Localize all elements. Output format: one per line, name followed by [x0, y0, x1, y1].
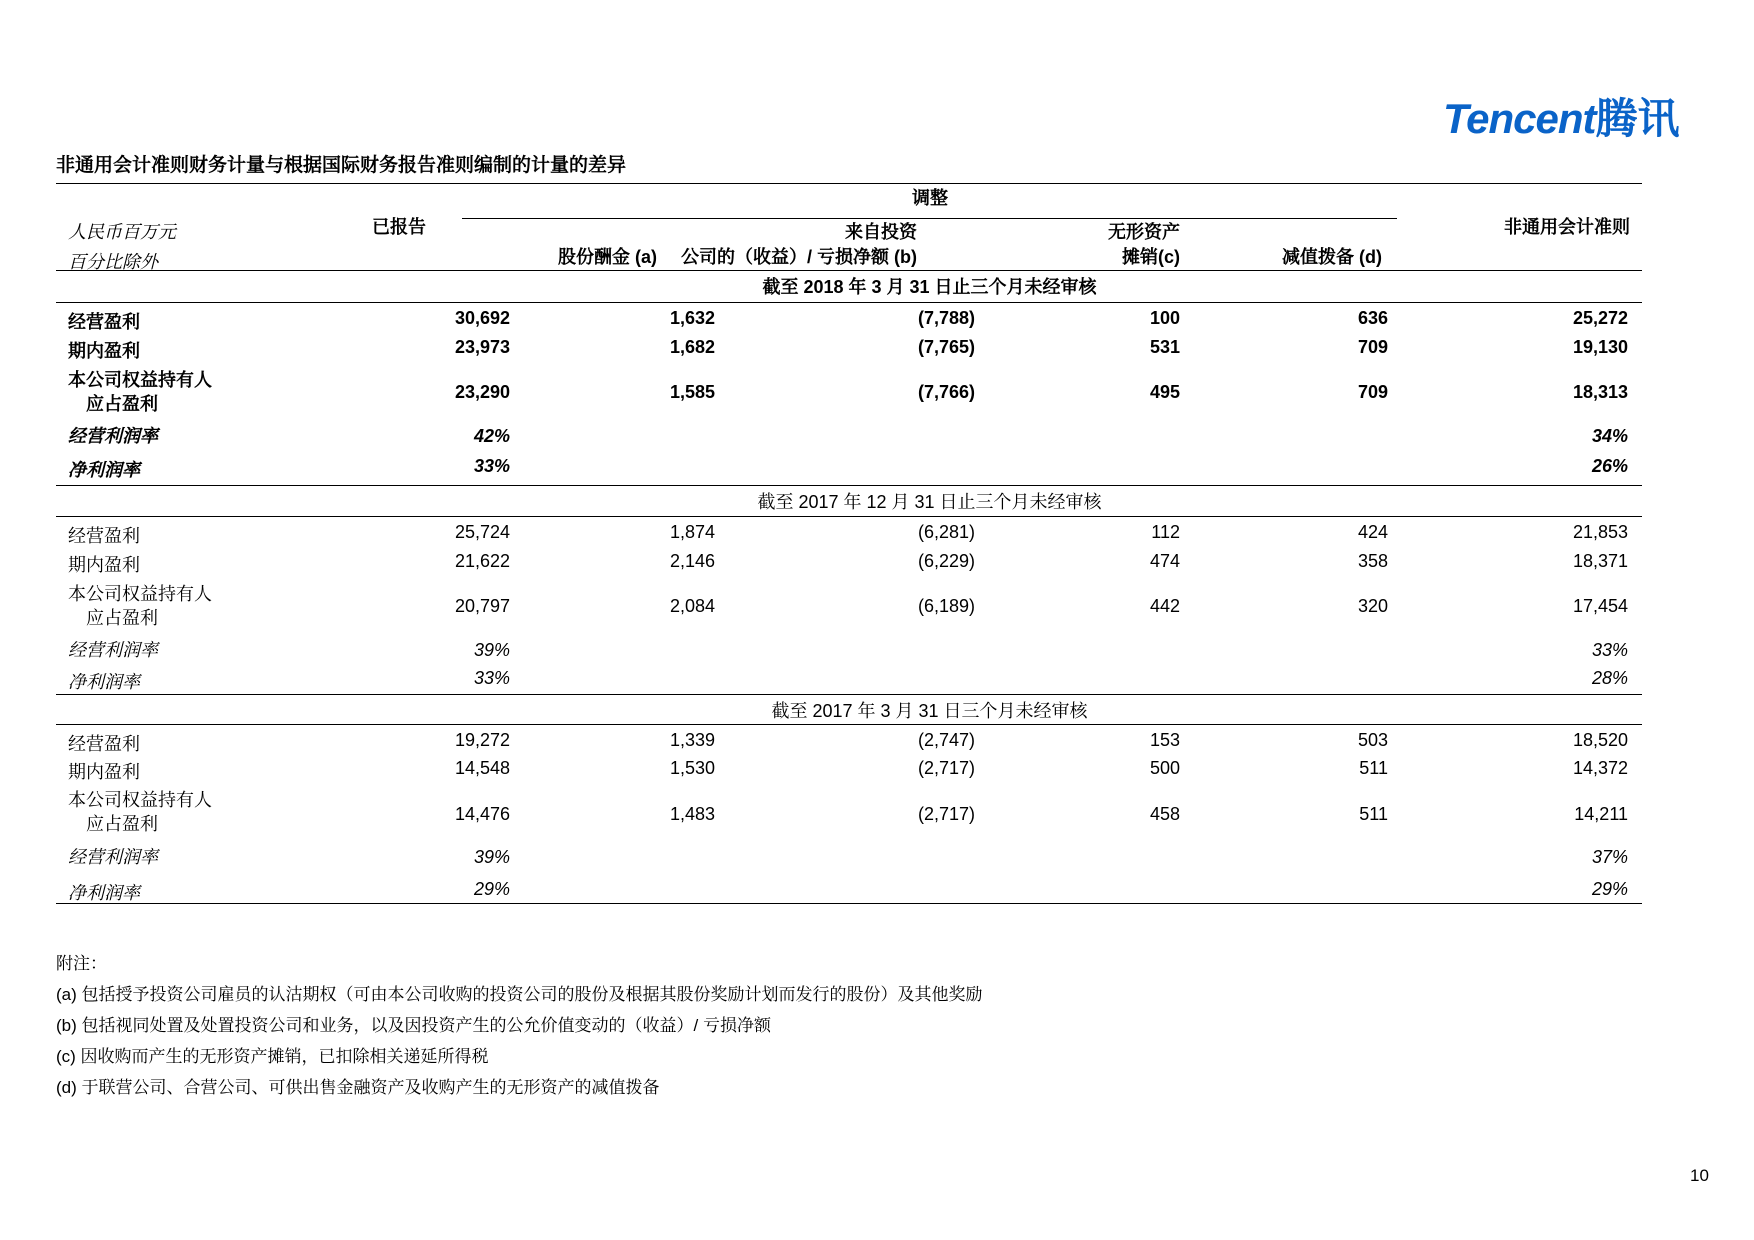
row-label: 本公司权益持有人 [68, 584, 212, 604]
header-col-d: 减值拨备 (d) [1282, 247, 1382, 267]
table-row [58, 578, 1640, 630]
adjustments-rule [462, 218, 1397, 219]
table-top-rule [56, 183, 1642, 184]
row-label: 本公司权益持有人 [68, 370, 212, 390]
table-row [58, 666, 1640, 692]
cell-reported: 19,272 [454, 730, 510, 750]
cell-share-based: 1,682 [669, 337, 715, 357]
cell-impairment: 320 [1357, 596, 1388, 616]
header-col-a: 股份酬金 (a) [558, 247, 657, 267]
cell-intangible: 153 [1149, 730, 1180, 750]
cell-reported: 39% [473, 640, 510, 660]
footnotes-heading: 附注： [56, 954, 107, 973]
cell-share-based: 2,084 [669, 596, 715, 616]
row-label: 经营盈利 [68, 734, 140, 754]
section-end-rule-2 [56, 694, 1642, 695]
cell-share-based: 2,146 [669, 551, 715, 571]
cell-reported: 42% [473, 426, 510, 446]
table-row [58, 364, 1640, 416]
header-unit-line2: 百分比除外 [68, 252, 158, 272]
cell-reported: 23,973 [454, 337, 510, 357]
cell-share-based: 1,483 [669, 804, 715, 824]
table-row [58, 756, 1640, 782]
header-bottom-rule [56, 270, 1642, 271]
row-label-cont: 应占盈利 [86, 608, 158, 628]
cell-non-ifrs: 18,371 [1572, 551, 1628, 571]
table-row [58, 454, 1640, 480]
tencent-logo [1443, 86, 1679, 146]
cell-impairment: 511 [1359, 804, 1388, 824]
row-label-cont: 应占盈利 [86, 394, 158, 414]
cell-reported: 33% [473, 668, 510, 688]
row-label: 本公司权益持有人 [68, 790, 212, 810]
cell-investee: (6,229) [917, 551, 975, 571]
cell-intangible: 100 [1149, 308, 1180, 328]
table-row [58, 335, 1640, 361]
header-adjustments: 调整 [912, 188, 948, 208]
cell-non-ifrs: 29% [1591, 879, 1628, 899]
cell-reported: 14,476 [454, 804, 510, 824]
page-number: 10 [1690, 1166, 1709, 1185]
footnote-c: (c) 因收购而产生的无形资产摊销，已扣除相关递延所得税 [56, 1047, 489, 1066]
cell-investee: (2,747) [917, 730, 975, 750]
cell-non-ifrs: 19,130 [1572, 337, 1628, 357]
cell-non-ifrs: 17,454 [1572, 596, 1628, 616]
cell-reported: 14,548 [454, 758, 510, 778]
header-col-b-line2: 公司的（收益）/ 亏损净额 (b) [681, 247, 917, 267]
header-non-ifrs: 非通用会计准则 [1504, 217, 1630, 237]
section-period-2: 截至 2017 年 12 月 31 日止三个月未经审核 [757, 492, 1102, 512]
section-rule-3 [56, 724, 1642, 725]
row-label: 经营利润率 [68, 847, 158, 867]
row-label: 经营利润率 [68, 426, 158, 446]
section-period-1: 截至 2018 年 3 月 31 日止三个月未经审核 [762, 277, 1097, 297]
row-label-cont: 应占盈利 [86, 814, 158, 834]
table-row [58, 728, 1640, 754]
cell-impairment: 511 [1359, 758, 1388, 778]
row-label: 经营利润率 [68, 640, 158, 660]
cell-intangible: 458 [1149, 804, 1180, 824]
cell-intangible: 442 [1149, 596, 1180, 616]
row-label: 期内盈利 [68, 341, 140, 361]
table-row [58, 784, 1640, 836]
table-row [58, 841, 1640, 867]
cell-non-ifrs: 14,211 [1574, 804, 1628, 824]
cell-investee: (6,281) [917, 522, 975, 542]
table-row [58, 306, 1640, 332]
cell-investee: (2,717) [917, 804, 975, 824]
cell-reported: 21,622 [454, 551, 510, 571]
section-rule-1 [56, 302, 1642, 303]
cell-intangible: 531 [1149, 337, 1180, 357]
footnote-a: (a) 包括授予投资公司雇员的认沽期权（可由本公司收购的投资公司的股份及根据其股份奖励计划而发行的股份）及其他奖励 [56, 985, 983, 1004]
cell-intangible: 474 [1149, 551, 1180, 571]
cell-non-ifrs: 21,853 [1572, 522, 1628, 542]
table-row [58, 549, 1640, 575]
row-label: 净利润率 [68, 883, 140, 903]
cell-reported: 23,290 [454, 382, 510, 402]
cell-intangible: 500 [1149, 758, 1180, 778]
cell-reported: 39% [473, 847, 510, 867]
cell-share-based: 1,585 [669, 382, 715, 402]
header-col-c-line1: 无形资产 [1108, 222, 1180, 242]
cell-investee: (7,765) [917, 337, 975, 357]
cell-reported: 20,797 [454, 596, 510, 616]
cell-reported: 33% [473, 456, 510, 476]
cell-non-ifrs: 34% [1591, 426, 1628, 446]
cell-non-ifrs: 33% [1591, 640, 1628, 660]
logo-en: Tencent [1443, 95, 1596, 142]
logo-cn: 腾讯 [1595, 95, 1680, 142]
row-label: 经营盈利 [68, 312, 140, 332]
header-col-b-line1: 来自投资 [845, 222, 917, 242]
header-col-c-line2: 摊销(c) [1122, 247, 1180, 267]
cell-reported: 25,724 [454, 522, 510, 542]
cell-share-based: 1,632 [669, 308, 715, 328]
footnote-d: (d) 于联营公司、合营公司、可供出售金融资产及收购产生的无形资产的减值拨备 [56, 1078, 660, 1097]
section-rule-2 [56, 516, 1642, 517]
section-period-3: 截至 2017 年 3 月 31 日三个月未经审核 [771, 701, 1088, 721]
cell-reported: 30,692 [454, 308, 510, 328]
cell-non-ifrs: 18,313 [1572, 382, 1628, 402]
cell-intangible: 112 [1151, 522, 1180, 542]
cell-share-based: 1,339 [669, 730, 715, 750]
footnote-b: (b) 包括视同处置及处置投资公司和业务，以及因投资产生的公允价值变动的（收益）/ 亏损净额 [56, 1016, 771, 1035]
table-bottom-rule [56, 903, 1642, 904]
row-label: 净利润率 [68, 672, 140, 692]
header-reported: 已报告 [372, 217, 426, 237]
table-row [58, 634, 1640, 660]
cell-investee: (7,766) [917, 382, 975, 402]
table-row [58, 520, 1640, 546]
cell-investee: (2,717) [917, 758, 975, 778]
cell-reported: 29% [473, 879, 510, 899]
row-label: 经营盈利 [68, 526, 140, 546]
row-label: 期内盈利 [68, 555, 140, 575]
row-label: 期内盈利 [68, 762, 140, 782]
cell-impairment: 709 [1357, 337, 1388, 357]
cell-impairment: 503 [1357, 730, 1388, 750]
cell-non-ifrs: 14,372 [1572, 758, 1628, 778]
cell-impairment: 636 [1357, 308, 1388, 328]
section-end-rule-1 [56, 485, 1642, 486]
cell-non-ifrs: 37% [1591, 847, 1628, 867]
cell-investee: (6,189) [917, 596, 975, 616]
cell-non-ifrs: 18,520 [1572, 730, 1628, 750]
row-label: 净利润率 [68, 460, 140, 480]
table-row [58, 420, 1640, 446]
cell-share-based: 1,530 [669, 758, 715, 778]
page-title: 非通用会计准则财务计量与根据国际财务报告准则编制的计量的差异 [56, 155, 627, 176]
cell-non-ifrs: 28% [1591, 668, 1628, 688]
cell-intangible: 495 [1149, 382, 1180, 402]
cell-impairment: 424 [1357, 522, 1388, 542]
table-row [58, 877, 1640, 903]
cell-share-based: 1,874 [669, 522, 715, 542]
cell-impairment: 358 [1357, 551, 1388, 571]
cell-non-ifrs: 25,272 [1572, 308, 1628, 328]
cell-non-ifrs: 26% [1591, 456, 1628, 476]
cell-investee: (7,788) [917, 308, 975, 328]
footnotes [56, 948, 983, 1103]
cell-impairment: 709 [1357, 382, 1388, 402]
header-unit-line1: 人民币百万元 [68, 222, 176, 242]
